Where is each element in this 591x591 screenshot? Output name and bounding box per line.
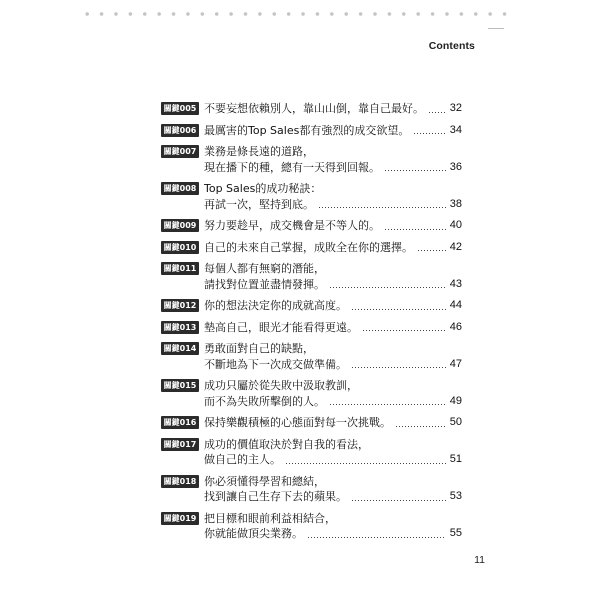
toc-entry-title: 最厲害的Top Sales都有強烈的成交欲望。 xyxy=(204,123,410,137)
toc-entry-body xyxy=(204,123,462,139)
chapter-key-badge: 關鍵012 xyxy=(161,299,199,312)
toc-entry-line xyxy=(204,144,462,160)
toc-entry-title: 而不為失敗所擊倒的人。 xyxy=(204,394,325,408)
table-of-contents xyxy=(161,101,462,548)
chapter-key-badge: 關鍵019 xyxy=(161,512,199,525)
toc-page-number: 47 xyxy=(449,357,462,370)
toc-entry xyxy=(161,341,462,372)
toc-page-number: 46 xyxy=(449,320,462,333)
toc-entry-line xyxy=(204,511,462,527)
toc-entry-body xyxy=(204,261,462,292)
chapter-key-badge: 關鍵011 xyxy=(161,262,199,275)
toc-entry xyxy=(161,378,462,409)
toc-entry-body xyxy=(204,240,462,256)
toc-entry-body xyxy=(204,341,462,372)
toc-entry-line xyxy=(204,123,462,139)
toc-entry-body xyxy=(204,144,462,175)
toc-page-number: 34 xyxy=(449,123,462,136)
dot-leader xyxy=(329,287,446,288)
toc-entry-title: 業務是條長遠的道路， xyxy=(204,145,314,158)
toc-entry xyxy=(161,101,462,117)
toc-entry-line xyxy=(204,437,462,453)
toc-entry-line xyxy=(204,277,462,293)
toc-entry xyxy=(161,240,462,256)
toc-entry-title: 自己的未來自己掌握，成敗全在你的選擇。 xyxy=(204,240,413,254)
toc-entry-body xyxy=(204,474,462,505)
dot-leader xyxy=(417,250,446,251)
toc-entry-title: 成功的價值取決於對自我的看法， xyxy=(204,437,369,451)
dot-leader xyxy=(395,426,446,427)
toc-entry xyxy=(161,437,462,468)
toc-entry-line xyxy=(204,261,462,277)
toc-page-number: 55 xyxy=(449,527,462,539)
chapter-key-badge: 關鍵018 xyxy=(161,475,199,488)
toc-entry-title: 請找對位置並盡情發揮。 xyxy=(204,277,325,291)
toc-entry-title: 努力要趁早，成交機會是不等人的。 xyxy=(204,219,380,232)
header-rule xyxy=(488,28,504,29)
toc-entry-line xyxy=(204,197,462,213)
toc-entry xyxy=(161,123,462,139)
toc-entry-line xyxy=(204,378,462,394)
toc-page-number: 50 xyxy=(449,416,462,428)
toc-entry xyxy=(161,511,462,542)
toc-entry-title: 再試一次，堅持到底。 xyxy=(204,197,314,211)
toc-page-number: 49 xyxy=(449,394,462,407)
toc-entry-body xyxy=(204,415,462,431)
chapter-key-badge: 關鍵005 xyxy=(161,102,199,115)
toc-entry-title: 把目標和眼前利益相結合， xyxy=(204,511,336,525)
toc-page-number: 32 xyxy=(449,102,462,114)
chapter-key-badge: 關鍵007 xyxy=(161,145,199,158)
toc-entry-line xyxy=(204,474,462,490)
toc-entry xyxy=(161,474,462,505)
toc-entry-line xyxy=(204,357,462,373)
dot-leader xyxy=(318,207,446,208)
toc-entry-title: 成功只屬於從失敗中汲取教訓， xyxy=(204,379,358,392)
toc-page-number: 40 xyxy=(449,219,462,231)
toc-entry-title: 每個人都有無窮的潛能， xyxy=(204,262,325,275)
chapter-key-badge: 關鍵015 xyxy=(161,379,199,392)
toc-entry-title: 墊高自己，眼光才能看得更遠。 xyxy=(204,320,358,334)
toc-entry-line xyxy=(204,240,462,256)
toc-entry-body xyxy=(204,181,462,212)
toc-page-number: 36 xyxy=(449,160,462,173)
toc-page-number: 42 xyxy=(449,240,462,253)
page-title: Contents xyxy=(428,40,475,52)
toc-entry-body xyxy=(204,101,462,117)
toc-entry-line xyxy=(204,415,462,431)
chapter-key-badge: 關鍵013 xyxy=(161,321,199,334)
toc-entry-title: 不斷地為下一次成交做準備。 xyxy=(204,357,347,371)
toc-page-number: 53 xyxy=(449,490,462,502)
toc-entry-title: 現在播下的種，總有一天得到回報。 xyxy=(204,160,380,174)
chapter-key-badge: 關鍵009 xyxy=(161,219,199,232)
toc-entry-line xyxy=(204,101,462,117)
toc-entry xyxy=(161,261,462,292)
toc-entry-body xyxy=(204,298,462,314)
toc-entry-title: 勇敢面對自己的缺點， xyxy=(204,342,314,355)
toc-entry xyxy=(161,320,462,336)
toc-entry xyxy=(161,415,462,431)
dot-leader xyxy=(428,112,446,113)
toc-entry-line xyxy=(204,298,462,314)
chapter-key-badge: 關鍵014 xyxy=(161,342,199,355)
chapter-key-badge: 關鍵010 xyxy=(161,241,199,254)
toc-page-number: 44 xyxy=(449,299,462,311)
toc-page-number: 43 xyxy=(449,277,462,290)
dot-leader xyxy=(384,170,446,171)
dot-leader xyxy=(329,404,446,405)
page-number: 11 xyxy=(474,554,485,566)
toc-entry-title: 你必須懂得學習和總結， xyxy=(204,474,325,488)
chapter-key-badge: 關鍵016 xyxy=(161,416,199,429)
toc-entry-line xyxy=(204,320,462,336)
toc-entry-body xyxy=(204,378,462,409)
toc-entry-line xyxy=(204,394,462,410)
dot-leader xyxy=(413,133,445,134)
toc-entry-title: 你的想法決定你的成就高度。 xyxy=(204,299,347,312)
toc-entry-line xyxy=(204,489,462,505)
toc-entry-body xyxy=(204,218,462,234)
toc-entry-title: 做自己的主人。 xyxy=(204,453,281,466)
dot-leader xyxy=(351,500,446,501)
toc-entry-title: 你就能做頂尖業務。 xyxy=(204,527,303,540)
chapter-key-badge: 關鍵006 xyxy=(161,124,199,137)
dot-leader xyxy=(384,229,446,230)
chapter-key-badge: 關鍵008 xyxy=(161,182,199,195)
dot-leader xyxy=(307,537,446,538)
toc-entry-line xyxy=(204,526,462,542)
dot-leader xyxy=(351,367,446,368)
dot-leader xyxy=(362,330,446,331)
toc-entry xyxy=(161,218,462,234)
toc-entry-title: 找到讓自己生存下去的蘋果。 xyxy=(204,490,347,503)
chapter-key-badge: 關鍵017 xyxy=(161,438,199,451)
toc-page-number: 38 xyxy=(449,197,462,210)
toc-entry-line xyxy=(204,341,462,357)
toc-entry-body xyxy=(204,437,462,468)
toc-entry-title: Top Sales的成功秘訣： xyxy=(204,182,322,195)
dot-leader xyxy=(351,309,446,310)
toc-entry-title: 不要妄想依賴別人，靠山山倒，靠自己最好。 xyxy=(204,102,424,115)
toc-entry-body xyxy=(204,320,462,336)
dot-leader xyxy=(285,463,446,464)
toc-entry-body xyxy=(204,511,462,542)
toc-entry-line xyxy=(204,452,462,468)
decorative-dot-row xyxy=(80,10,512,18)
toc-entry-line xyxy=(204,160,462,176)
toc-entry xyxy=(161,144,462,175)
toc-entry xyxy=(161,181,462,212)
toc-page-number: 51 xyxy=(449,453,462,465)
toc-entry-line xyxy=(204,218,462,234)
toc-entry-line xyxy=(204,181,462,197)
toc-entry xyxy=(161,298,462,314)
toc-entry-title: 保持樂觀積極的心態面對每一次挑戰。 xyxy=(204,416,391,429)
